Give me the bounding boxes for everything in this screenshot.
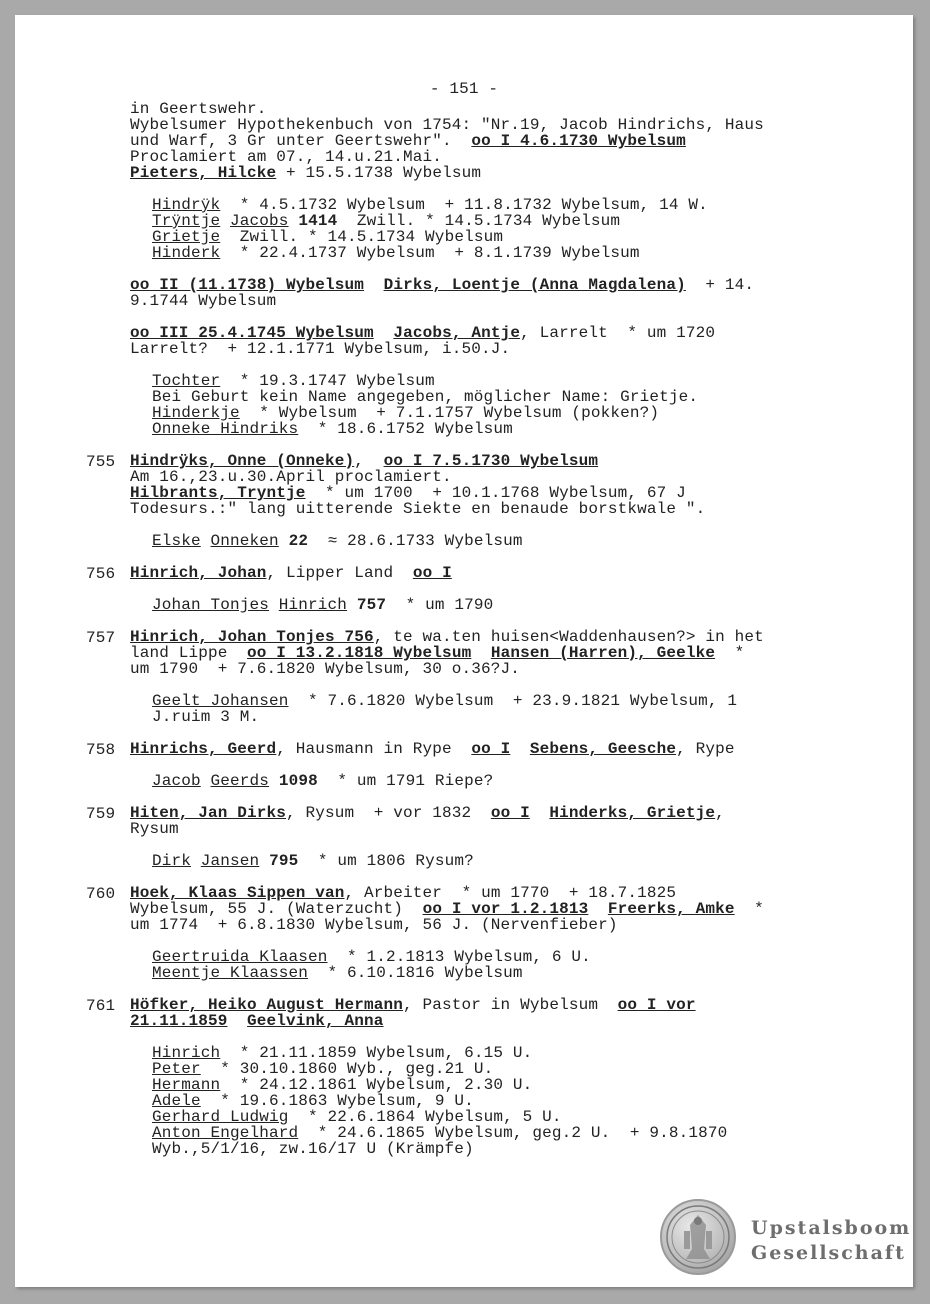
spouse-name: Dirks, Loentje (Anna Magdalena): [383, 276, 686, 294]
spouse-line: Pieters, Hilcke + 15.5.1738 Wybelsum: [130, 164, 482, 182]
marriage-record: oo I 4.6.1730 Wybelsum: [471, 132, 686, 150]
spouse-name: Sebens, Geesche: [529, 740, 677, 758]
child-line: Elske Onneken 22 ≈ 28.6.1733 Wybelsum: [152, 532, 523, 550]
child-line: Grietje Zwill. * 14.5.1734 Wybelsum: [152, 228, 504, 246]
child-line: Peter * 30.10.1860 Wyb., geg.21 U.: [152, 1060, 494, 1078]
society-name-logo: [751, 1216, 911, 1266]
child-name: Dirk: [152, 852, 192, 870]
child-name: Johan Tonjes: [152, 596, 270, 614]
child-line: Onneke Hindriks * 18.6.1752 Wybelsum: [152, 420, 513, 438]
child-name: Hindrÿk: [152, 196, 221, 214]
entry-number: 760: [86, 885, 116, 903]
marriage-line: oo II (11.1738) Wybelsum Dirks, Loentje (Anna Magdalena) + 14.: [130, 276, 755, 294]
child-line: Meentje Klaassen * 6.10.1816 Wybelsum: [152, 964, 523, 982]
child-name: Peter: [152, 1060, 201, 1078]
child-line: Geelt Johansen * 7.6.1820 Wybelsum + 23.9.1821 Wybelsum, 1: [152, 692, 738, 710]
text-line: Proclamiert am 07., 14.u.21.Mai.: [130, 148, 443, 166]
child-name: Elske: [152, 532, 201, 550]
document-page: [15, 15, 913, 1287]
logo-line-1: Upstalsboom: [751, 1217, 912, 1239]
child-name: Adele: [152, 1092, 201, 1110]
children-list: [130, 197, 860, 261]
text-line: in Geertswehr.: [130, 100, 267, 118]
text-line: Larrelt? + 12.1.1771 Wybelsum, i.50.J.: [130, 340, 511, 358]
marriage-record: oo I vor: [617, 996, 696, 1014]
spouse-name: Hinderks, Grietje: [549, 804, 716, 822]
person-name: Hinrich, Johan: [130, 564, 267, 582]
marriage-line: oo III 25.4.1745 Wybelsum Jacobs, Antje, Larrelt * um 1720: [130, 324, 716, 342]
marriage-record: oo I vor 1.2.1813: [422, 900, 589, 918]
person-name: Hoek, Klaas Sippen van: [130, 884, 345, 902]
child-line: Hermann * 24.12.1861 Wybelsum, 2.30 U.: [152, 1076, 533, 1094]
entry-756: 756 Hinrich, Johan, Lipper Land oo I Johan Tonjes Hinrich 757 * um 1790: [130, 565, 860, 613]
spouse-name: Jacobs, Antje: [393, 324, 521, 342]
child-name: Meentje Klaassen: [152, 964, 309, 982]
person-name: Hinrich, Johan Tonjes 756: [130, 628, 374, 646]
child-line: Hinrich * 21.11.1859 Wybelsum, 6.15 U.: [152, 1044, 533, 1062]
child-line: Dirk Jansen 795 * um 1806 Rysum?: [152, 852, 474, 870]
spouse-name: Geelvink, Anna: [247, 1012, 384, 1030]
child-name: Onneke Hindriks: [152, 420, 299, 438]
entry-761: 761 Höfker, Heiko August Hermann, Pastor in Wybelsum oo I vor 21.11.1859 Geelvink, Anna Hinrich * 21.11.1859 Wybelsum, 6.15 U. Peter * 30.10.1860 Wyb., geg.21 U. Hermann * 24.12.1861 Wybelsum, 2.30 U. Adele * 19.6.1863 Wybelsum, 9 U. Gerhard Ludwig * 22.6.1864 Wybelsum, 5 U. Anton Engelhard * 24.6.1865 Wybelsum, geg.2 U. + 9.8.1870 Wyb.,5/1/16, zw.16/17 U (Krämpfe): [130, 997, 860, 1157]
entry-number: 756: [86, 565, 116, 583]
spouse-name: Freerks, Amke: [607, 900, 735, 918]
children-list: [130, 373, 860, 437]
logo-line-2: Gesellschaft: [751, 1242, 906, 1264]
child-line: Anton Engelhard * 24.6.1865 Wybelsum, geg.2 U. + 9.8.1870: [152, 1124, 728, 1142]
person-name: Hinrichs, Geerd: [130, 740, 277, 758]
page-number: - 151 -: [429, 80, 499, 98]
child-name: Hinderkje: [152, 404, 240, 422]
child-line: Trÿntje Jacobs 1414 Zwill. * 14.5.1734 Wybelsum: [152, 212, 621, 230]
child-line: Johan Tonjes Hinrich 757 * um 1790: [152, 596, 494, 614]
child-line: Gerhard Ludwig * 22.6.1864 Wybelsum, 5 U.: [152, 1108, 562, 1126]
children-list: [130, 1045, 860, 1157]
child-name: Geertruida Klaasen: [152, 948, 328, 966]
entry-number: 755: [86, 453, 116, 471]
text-line: und Warf, 3 Gr unter Geertswehr". oo I 4.6.1730 Wybelsum: [130, 132, 686, 150]
child-name: Anton Engelhard: [152, 1124, 299, 1142]
children-list: [130, 949, 860, 981]
marriage-record: oo I: [490, 804, 530, 822]
child-line: Jacob Geerds 1098 * um 1791 Riepe?: [152, 772, 494, 790]
text-line: Wyb.,5/1/16, zw.16/17 U (Krämpfe): [152, 1140, 474, 1158]
entry-number: 758: [86, 741, 116, 759]
genealogy-text: [86, 100, 860, 1158]
entry-number: 757: [86, 629, 116, 647]
entry-759: 759 Hiten, Jan Dirks, Rysum + vor 1832 oo I Hinderks, Grietje, Rysum Dirk Jansen 795 * um 1806 Rysum?: [130, 805, 860, 869]
child-name: Jacob: [152, 772, 201, 790]
child-name: Hinderk: [152, 244, 221, 262]
child-line: Hinderkje * Wybelsum + 7.1.1757 Wybelsum (pokken?): [152, 404, 660, 422]
entry-755: 755 Hindrÿks, Onne (Onneke), oo I 7.5.1730 Wybelsum Am 16.,23.u.30.April proclamiert. Hilbrants, Tryntje * um 1700 + 10.1.1768 Wybelsum, 67 J Todesurs.:" lang uitterende Siekte en benaude borstkwale ". Elske Onneken 22 ≈ 28.6.1733 Wybelsum: [130, 453, 860, 549]
text-line: Wybelsumer Hypothekenbuch von 1754: "Nr.19, Jacob Hindrichs, Haus: [130, 116, 764, 134]
child-name: Gerhard Ludwig: [152, 1108, 289, 1126]
person-name: Höfker, Heiko August Hermann: [130, 996, 404, 1014]
child-line: Hinderk * 22.4.1737 Wybelsum + 8.1.1739 Wybelsum: [152, 244, 640, 262]
person-name: Hindrÿks, Onne (Onneke): [130, 452, 355, 470]
entry-757: 757 Hinrich, Johan Tonjes 756, te wa.ten huisen<Waddenhausen?> in het land Lippe oo I 13.2.1818 Wybelsum Hansen (Harren), Geelke * um 1790 + 7.6.1820 Wybelsum, 30 o.36?J. Geelt Johansen * 7.6.1820 Wybelsum + 23.9.1821 Wybelsum, 1 J.ruim 3 M.: [130, 629, 860, 725]
child-name: Geelt Johansen: [152, 692, 289, 710]
entry-number: 759: [86, 805, 116, 823]
spouse-name: Hilbrants, Tryntje: [130, 484, 306, 502]
person-name: Hiten, Jan Dirks: [130, 804, 287, 822]
child-line: Adele * 19.6.1863 Wybelsum, 9 U.: [152, 1092, 474, 1110]
text-line: 9.1744 Wybelsum: [130, 292, 277, 310]
entry-760: 760 Hoek, Klaas Sippen van, Arbeiter * um 1770 + 18.7.1825 Wybelsum, 55 J. (Waterzucht) oo I vor 1.2.1813 Freerks, Amke * um 1774 + 6.8.1830 Wybelsum, 56 J. (Nervenfieber) Geertruida Klaasen * 1.2.1813 Wybelsum, 6 U. Meentje Klaassen * 6.10.1816 Wybelsum: [130, 885, 860, 981]
entry-number: 761: [86, 997, 116, 1015]
entry-758: 758 Hinrichs, Geerd, Hausmann in Rype oo I Sebens, Geesche, Rype Jacob Geerds 1098 * um 1791 Riepe?: [130, 741, 860, 789]
society-seal-logo: [660, 1199, 736, 1275]
marriage-record: oo I: [412, 564, 452, 582]
child-name: Grietje: [152, 228, 221, 246]
child-line: Geertruida Klaasen * 1.2.1813 Wybelsum, 6 U.: [152, 948, 591, 966]
marriage-record: oo I 7.5.1730 Wybelsum: [383, 452, 599, 470]
marriage-record: oo I 13.2.1818 Wybelsum: [247, 644, 472, 662]
child-name: Hinrich: [152, 1044, 221, 1062]
spouse-name: Hansen (Harren), Geelke: [490, 644, 716, 662]
child-name: Trÿntje: [152, 212, 221, 230]
child-line: Tochter * 19.3.1747 Wybelsum: [152, 372, 435, 390]
child-name: Tochter: [152, 372, 221, 390]
spouse-name: Pieters, Hilcke: [130, 164, 277, 182]
child-name: Hermann: [152, 1076, 221, 1094]
text-line: Bei Geburt kein Name angegeben, möglicher Name: Grietje.: [152, 388, 699, 406]
child-line: Hindrÿk * 4.5.1732 Wybelsum + 11.8.1732 Wybelsum, 14 W.: [152, 196, 708, 214]
marriage-record: oo I: [471, 740, 511, 758]
